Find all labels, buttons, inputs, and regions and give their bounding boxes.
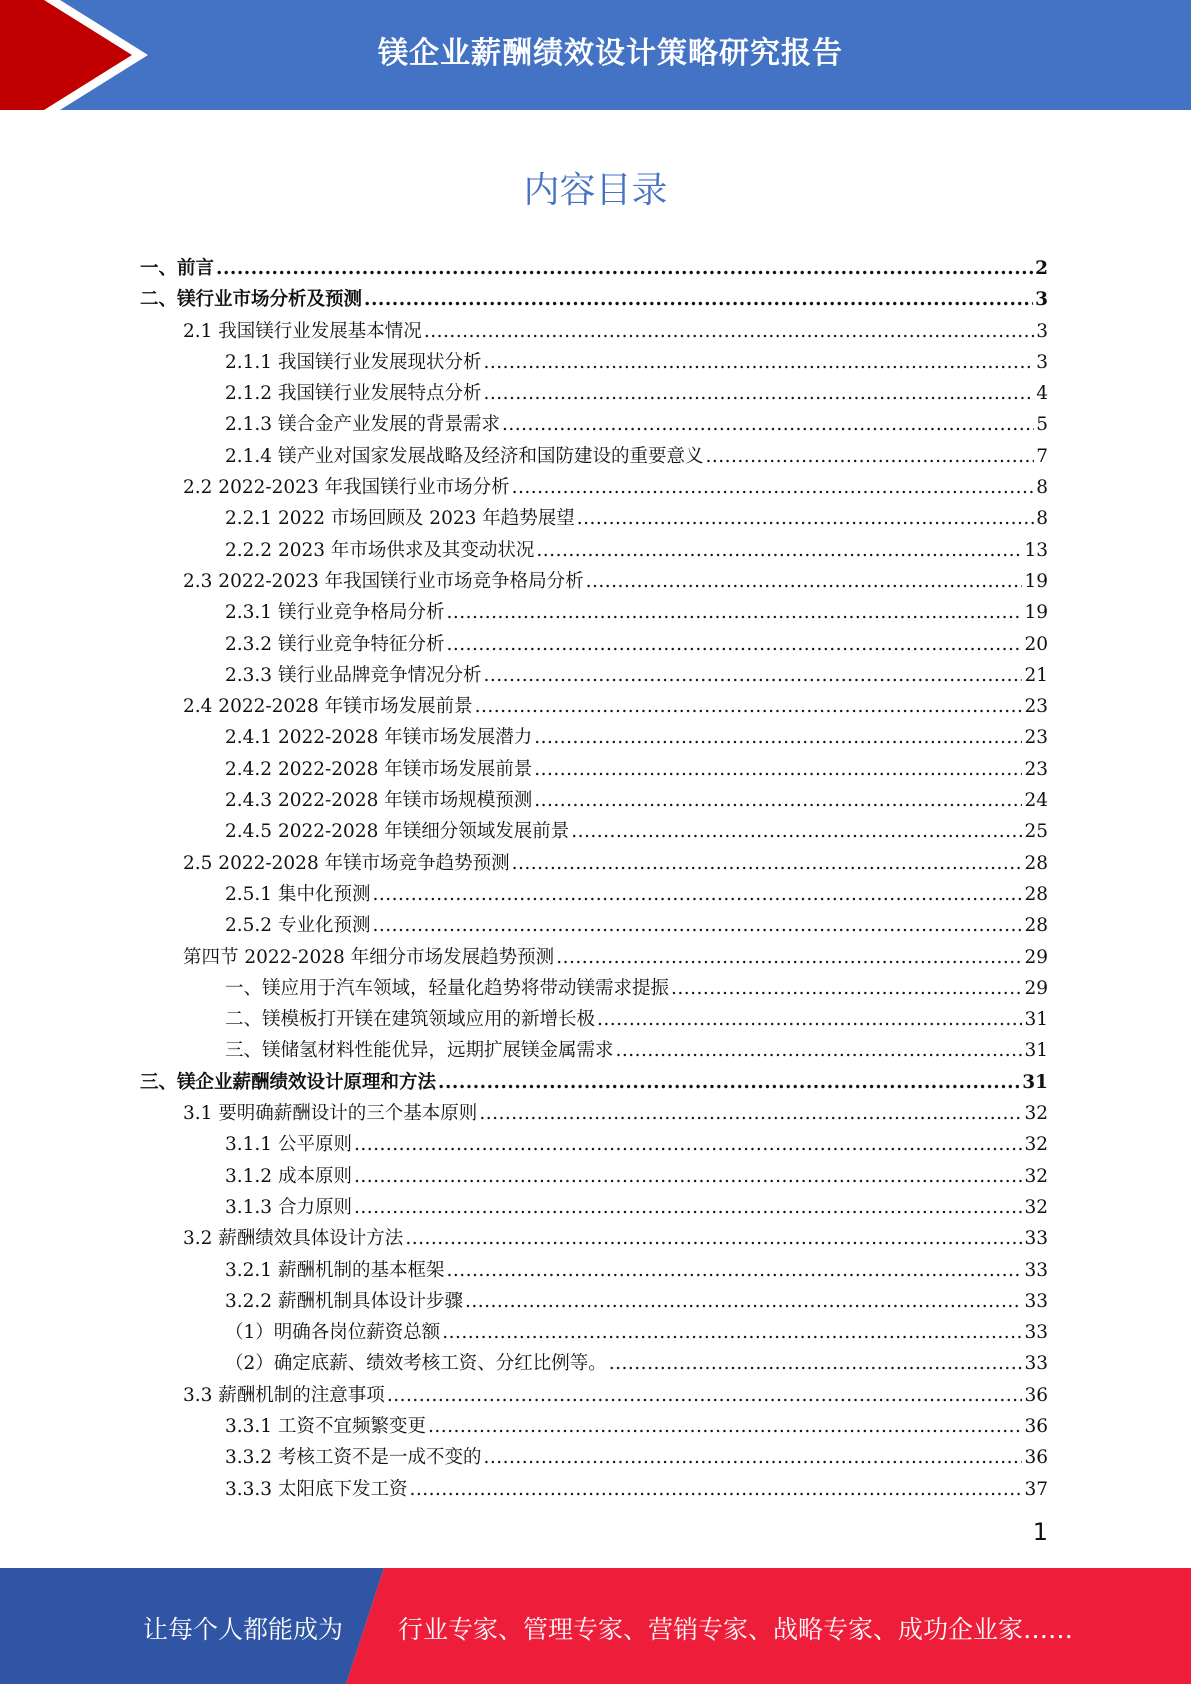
toc-entry-page: 33 xyxy=(1024,1228,1048,1250)
toc-entry-label: 2.4.5 2022-2028 年镁细分领域发展前景 xyxy=(225,821,570,843)
toc-entry-label: 2.2.1 2022 市场回顾及 2023 年趋势展望 xyxy=(225,508,575,530)
toc-entry-page: 2 xyxy=(1035,258,1048,279)
toc-entry[interactable] xyxy=(140,1036,1048,1067)
toc-leader-dots xyxy=(483,383,1034,404)
toc-entry[interactable] xyxy=(140,567,1048,598)
toc-entry-page: 4 xyxy=(1036,383,1048,405)
toc-leader-dots xyxy=(512,477,1035,498)
toc-entry-page: 31 xyxy=(1022,1071,1048,1093)
toc-leader-dots xyxy=(354,1134,1023,1155)
toc-entry-label: 三、镁企业薪酬绩效设计原理和方法 xyxy=(140,1071,437,1093)
toc-entry-page: 3 xyxy=(1036,351,1048,373)
toc-leader-dots xyxy=(536,540,1022,561)
toc-entry[interactable] xyxy=(140,1193,1048,1224)
toc-leader-dots xyxy=(354,1166,1023,1187)
toc-entry-page: 33 xyxy=(1024,1259,1048,1281)
toc-entry-label: 2.3.2 镁行业竞争特征分析 xyxy=(225,633,445,655)
toc-entry-label: 三、镁储氢材料性能优异，远期扩展镁金属需求 xyxy=(225,1040,614,1062)
toc-leader-dots xyxy=(428,1416,1022,1437)
toc-leader-dots xyxy=(556,947,1022,968)
toc-entry-page: 33 xyxy=(1024,1353,1048,1375)
toc-entry-page: 36 xyxy=(1024,1447,1048,1469)
toc-entry[interactable] xyxy=(140,1099,1048,1130)
toc-leader-dots xyxy=(534,759,1022,780)
toc-leader-dots xyxy=(446,634,1022,655)
toc-entry-page: 28 xyxy=(1024,883,1048,905)
toc-entry-page: 33 xyxy=(1024,1290,1048,1312)
toc-entry[interactable] xyxy=(140,723,1048,754)
toc-entry[interactable] xyxy=(140,1381,1048,1412)
toc-entry[interactable] xyxy=(140,1068,1048,1099)
toc-entry[interactable] xyxy=(140,880,1048,911)
toc-entry[interactable] xyxy=(140,692,1048,723)
toc-entry-page: 13 xyxy=(1024,539,1048,561)
toc-leader-dots xyxy=(616,1040,1023,1061)
toc-leader-dots xyxy=(483,665,1022,686)
toc-leader-dots xyxy=(475,696,1023,717)
toc-entry[interactable] xyxy=(140,1287,1048,1318)
toc-leader-dots xyxy=(534,790,1022,811)
toc-entry-page: 5 xyxy=(1036,414,1048,436)
toc-entry-label: 2.2 2022-2023 年我国镁行业市场分析 xyxy=(183,477,510,499)
toc-entry[interactable] xyxy=(140,598,1048,629)
toc-leader-dots xyxy=(387,1385,1023,1406)
toc-entry[interactable] xyxy=(140,1318,1048,1349)
toc-leader-dots xyxy=(372,915,1022,936)
toc-entry-page: 25 xyxy=(1024,821,1048,843)
toc-entry-label: 2.1.1 我国镁行业发展现状分析 xyxy=(225,351,482,373)
toc-entry[interactable] xyxy=(140,1005,1048,1036)
toc-leader-dots xyxy=(216,258,1033,279)
toc-entry-label: 3.1.3 合力原则 xyxy=(225,1196,352,1218)
toc-entry[interactable] xyxy=(140,1443,1048,1474)
toc-leader-dots xyxy=(405,1228,1022,1249)
toc-leader-dots xyxy=(483,1447,1022,1468)
toc-entry-label: 3.3.3 太阳底下发工资 xyxy=(225,1478,408,1500)
toc-leader-dots xyxy=(364,289,1033,310)
toc-entry-page: 20 xyxy=(1024,633,1048,655)
toc-leader-dots xyxy=(465,1291,1022,1312)
toc-entry[interactable] xyxy=(140,630,1048,661)
toc-entry-label: 二、镁模板打开镁在建筑领域应用的新增长极 xyxy=(225,1009,596,1031)
toc-entry[interactable] xyxy=(140,755,1048,786)
toc-entry-page: 8 xyxy=(1036,477,1048,499)
toc-entry-page: 3 xyxy=(1036,320,1048,342)
toc-leader-dots xyxy=(372,884,1022,905)
toc-entry[interactable] xyxy=(140,473,1048,504)
toc-leader-dots xyxy=(354,1197,1023,1218)
toc-entry-label: 2.5.1 集中化预测 xyxy=(225,883,371,905)
toc-entry[interactable] xyxy=(140,661,1048,692)
toc-entry[interactable] xyxy=(140,849,1048,880)
toc-entry-page: 29 xyxy=(1024,977,1048,999)
toc-entry-label: 3.3.2 考核工资不是一成不变的 xyxy=(225,1447,482,1469)
toc-leader-dots xyxy=(571,821,1022,842)
toc-entry-label: 2.5 2022-2028 年镁市场竞争趋势预测 xyxy=(183,852,510,874)
toc-leader-dots xyxy=(502,414,1034,435)
toc-leader-dots xyxy=(609,1353,1023,1374)
toc-entry[interactable] xyxy=(140,1256,1048,1287)
toc-leader-dots xyxy=(424,321,1034,342)
toc-entry-label: 2.1.3 镁合金产业发展的背景需求 xyxy=(225,414,500,436)
toc-entry[interactable] xyxy=(140,817,1048,848)
toc-leader-dots xyxy=(534,727,1022,748)
toc-entry-label: 3.1.2 成本原则 xyxy=(225,1165,352,1187)
toc-leader-dots xyxy=(512,853,1023,874)
toc-entry-label: 2.3.1 镁行业竞争格局分析 xyxy=(225,602,445,624)
toc-entry-page: 32 xyxy=(1024,1165,1048,1187)
toc-entry-page: 31 xyxy=(1024,1009,1048,1031)
toc-entry[interactable] xyxy=(140,1475,1048,1506)
toc-entry-page: 19 xyxy=(1024,602,1048,624)
toc-leader-dots xyxy=(479,1103,1022,1124)
toc-entry-label: 2.5.2 专业化预测 xyxy=(225,915,371,937)
toc-entry-label: 3.1 要明确薪酬设计的三个基本原则 xyxy=(183,1103,478,1125)
header-title: 镁企业薪酬绩效设计策略研究报告 xyxy=(378,36,843,71)
toc-entry-label: 2.1.2 我国镁行业发展特点分析 xyxy=(225,383,482,405)
toc-entry-label: 2.2.2 2023 年市场供求及其变动状况 xyxy=(225,539,535,561)
toc-entry[interactable] xyxy=(140,1224,1048,1255)
toc-entry-page: 3 xyxy=(1035,289,1048,311)
toc-entry-label: 2.1 我国镁行业发展基本情况 xyxy=(183,320,422,342)
toc-entry-label: 2.4.2 2022-2028 年镁市场发展前景 xyxy=(225,758,533,780)
toc-entry-page: 21 xyxy=(1024,664,1048,686)
toc-entry-label: 2.4 2022-2028 年镁市场发展前景 xyxy=(183,696,473,718)
toc-leader-dots xyxy=(442,1322,1022,1343)
toc-entry-label: 一、前言 xyxy=(140,258,215,279)
toc-entry[interactable] xyxy=(140,536,1048,567)
toc-entry[interactable] xyxy=(140,786,1048,817)
toc-entry-label: 2.4.3 2022-2028 年镁市场规模预测 xyxy=(225,790,533,812)
toc-entry-page: 19 xyxy=(1024,570,1048,592)
toc-entry-label: 二、镁行业市场分析及预测 xyxy=(140,289,363,311)
toc-entry-page: 28 xyxy=(1024,915,1048,937)
toc-leader-dots xyxy=(577,508,1034,529)
header-banner xyxy=(0,0,1191,110)
toc-entry[interactable] xyxy=(140,911,1048,942)
toc-entry[interactable] xyxy=(140,254,1048,285)
toc-entry-label: （1）明确各岗位薪资总额 xyxy=(225,1322,441,1344)
toc-entry-page: 31 xyxy=(1024,1040,1048,1062)
toc-entry-page: 32 xyxy=(1024,1134,1048,1156)
toc-entry[interactable] xyxy=(140,317,1048,348)
toc-entry[interactable] xyxy=(140,379,1048,410)
toc-entry-label: 一、镁应用于汽车领域，轻量化趋势将带动镁需求提振 xyxy=(225,977,670,999)
toc-entry[interactable] xyxy=(140,974,1048,1005)
footer-banner xyxy=(0,1568,1191,1684)
footer-slogan-left: 让每个人都能成为 xyxy=(143,1615,344,1644)
page-number: 1 xyxy=(1032,1518,1048,1546)
toc-entry-page: 23 xyxy=(1024,727,1048,749)
footer-slogan-right: 行业专家、管理专家、营销专家、战略专家、成功企业家…… xyxy=(398,1615,1074,1644)
toc-leader-dots xyxy=(586,571,1023,592)
toc-leader-dots xyxy=(705,446,1034,467)
toc-leader-dots xyxy=(597,1009,1022,1030)
toc-entry-page: 23 xyxy=(1024,696,1048,718)
toc-entry-page: 36 xyxy=(1024,1415,1048,1437)
toc-entry[interactable] xyxy=(140,1130,1048,1161)
toc-entry-page: 37 xyxy=(1024,1478,1048,1500)
toc-heading: 内容目录 xyxy=(523,170,668,211)
toc-entry-label: （2）确定底薪、绩效考核工资、分红比例等。 xyxy=(225,1353,607,1375)
toc-entry-label: 3.3.1 工资不宜频繁变更 xyxy=(225,1415,426,1437)
toc-entry-label: 3.2.2 薪酬机制具体设计步骤 xyxy=(225,1290,463,1312)
toc-entry-page: 28 xyxy=(1024,852,1048,874)
toc-entry-page: 33 xyxy=(1024,1322,1048,1344)
toc-entry-label: 第四节 2022-2028 年细分市场发展趋势预测 xyxy=(183,946,555,968)
toc-entry-label: 2.4.1 2022-2028 年镁市场发展潜力 xyxy=(225,727,533,749)
toc-entry[interactable] xyxy=(140,1412,1048,1443)
toc-entry[interactable] xyxy=(140,1349,1048,1380)
toc-entry-label: 3.1.1 公平原则 xyxy=(225,1134,352,1156)
toc-entry-label: 3.3 薪酬机制的注意事项 xyxy=(183,1384,385,1406)
toc-entry-page: 23 xyxy=(1024,758,1048,780)
toc-entry-page: 8 xyxy=(1036,508,1048,530)
toc-entry[interactable] xyxy=(140,1162,1048,1193)
toc-leader-dots xyxy=(446,602,1022,623)
toc-entry-page: 24 xyxy=(1024,790,1048,812)
toc-entry-label: 2.3.3 镁行业品牌竞争情况分析 xyxy=(225,664,482,686)
toc-entry-page: 7 xyxy=(1036,445,1048,467)
toc-entry[interactable] xyxy=(140,348,1048,379)
toc-entry-label: 2.3 2022-2023 年我国镁行业市场竞争格局分析 xyxy=(183,570,584,592)
toc-entry[interactable] xyxy=(140,943,1048,974)
toc-leader-dots xyxy=(446,1260,1022,1281)
toc-leader-dots xyxy=(671,978,1022,999)
toc-entry-page: 32 xyxy=(1024,1196,1048,1218)
toc-entry[interactable] xyxy=(140,410,1048,441)
table-of-contents xyxy=(140,254,1048,1506)
toc-entry-page: 36 xyxy=(1024,1384,1048,1406)
toc-entry-label: 2.1.4 镁产业对国家发展战略及经济和国防建设的重要意义 xyxy=(225,445,704,467)
toc-entry[interactable] xyxy=(140,442,1048,473)
toc-leader-dots xyxy=(483,352,1034,373)
toc-leader-dots xyxy=(438,1072,1020,1093)
toc-entry-label: 3.2 薪酬绩效具体设计方法 xyxy=(183,1228,404,1250)
toc-entry[interactable] xyxy=(140,285,1048,316)
toc-leader-dots xyxy=(409,1479,1022,1500)
toc-entry[interactable] xyxy=(140,504,1048,535)
toc-entry-label: 3.2.1 薪酬机制的基本框架 xyxy=(225,1259,445,1281)
toc-entry-page: 29 xyxy=(1024,946,1048,968)
toc-entry-page: 32 xyxy=(1024,1103,1048,1125)
